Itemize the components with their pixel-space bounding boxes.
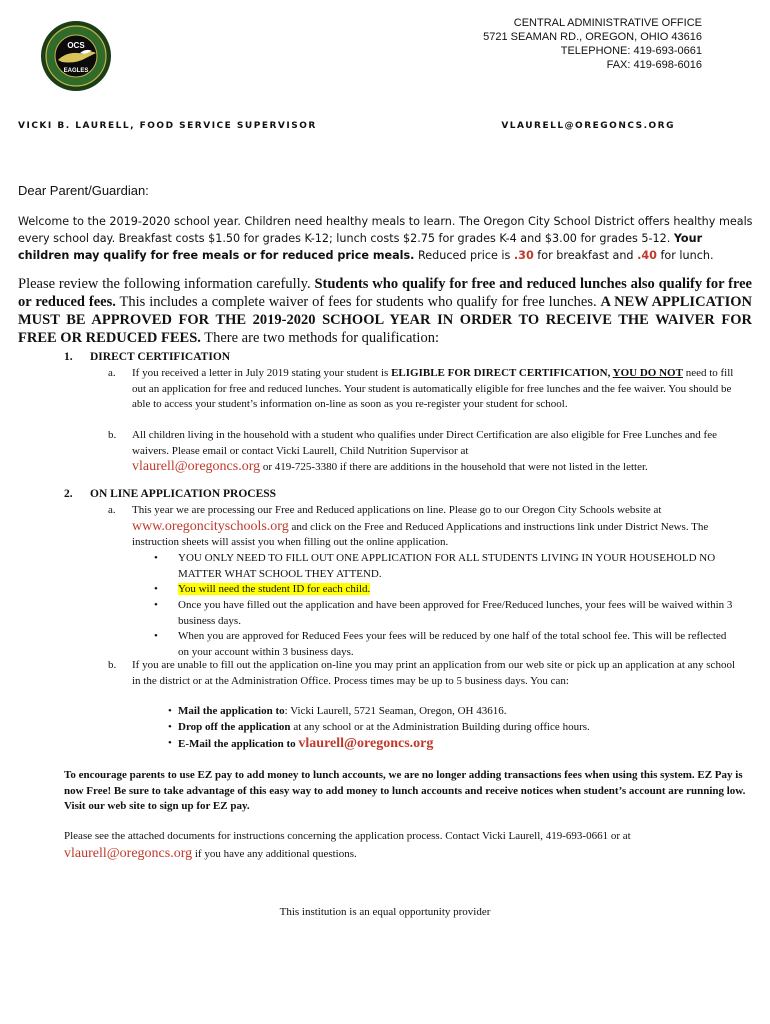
bullet-text: Once you have filled out the application and have been approved for Free/Reduced lunches, your fees will be waived within 3 business days. [178, 599, 733, 627]
method-bold: E-Mail the application to [178, 738, 299, 750]
section-2-item-b [108, 658, 744, 689]
section-2-number: 2. [64, 488, 73, 500]
bullet-icon: • [168, 721, 172, 733]
office-address [483, 16, 702, 72]
item-letter: a. [108, 504, 116, 516]
bullet-icon: • [168, 737, 172, 749]
salutation: Dear Parent/Guardian: [18, 183, 149, 198]
office-line-1: CENTRAL ADMINISTRATIVE OFFICE [513, 17, 702, 29]
office-line-3: TELEPHONE: 419-693-0661 [560, 45, 702, 57]
item-b-email-link[interactable]: vlaurell@oregoncs.org [132, 459, 261, 474]
section-1-item-b [108, 428, 742, 476]
bullet-icon: • [154, 552, 158, 564]
welcome-text-4: for lunch. [656, 249, 714, 262]
item-a-text-1: If you received a letter in July 2019 stating your student is [132, 367, 392, 379]
section-1-item-a [108, 366, 742, 413]
section-1-heading [0, 351, 400, 367]
list-item [168, 720, 738, 736]
bullet-text: YOU ONLY NEED TO FILL OUT ONE APPLICATION FOR ALL STUDENTS LIVING IN YOUR HOUSEHOLD NO MATTER WHAT SCHOOL THEY ATTEND. [178, 552, 716, 580]
item-letter: b. [108, 429, 117, 441]
lunch-price: .40 [637, 249, 657, 262]
bullet-icon: • [154, 583, 158, 595]
method-text: : Vicki Laurell, 5721 Seaman, Oregon, OH 43616. [284, 705, 507, 717]
highlighted-bullet-text: You will need the student ID for each child. [178, 583, 371, 595]
list-item [168, 736, 738, 753]
item-2a-text-1: This year we are processing our Free and Reduced applications on line. Please go to our Oregon City Schools website at [132, 504, 662, 516]
section-2-item-a [108, 503, 742, 551]
website-link[interactable]: www.oregoncityschools.org [132, 518, 289, 534]
section-1-number: 1. [64, 351, 73, 363]
list-item [154, 551, 738, 582]
welcome-text-2: Reduced price is [414, 249, 514, 262]
office-line-2: 5721 SEAMAN RD., OREGON, OHIO 43616 [483, 31, 702, 43]
section-2-title: ON LINE APPLICATION PROCESS [90, 488, 277, 500]
welcome-text-3: for breakfast and [533, 249, 638, 262]
method-bold: Mail the application to [178, 705, 285, 717]
logo-bottom-text: EAGLES [63, 68, 89, 74]
intro-text-1: Please review the following information carefully. [18, 276, 315, 292]
section-1-title: DIRECT CERTIFICATION [90, 351, 231, 363]
list-item [154, 629, 738, 660]
office-line-4: FAX: 419-698-6016 [606, 59, 702, 71]
list-item [154, 598, 738, 629]
intro-bold-1: Students who qualify for free and reduced lunches also qualify for free or reduced fees. [18, 276, 752, 310]
intro-text-2: This includes a complete waiver of fees for students who qualify for free lunches. [115, 294, 601, 310]
closing-text-1: Please see the attached documents for instructions concerning the application process. Contact Vicki Laurell, 419-693-0661 or at [64, 830, 631, 842]
method-text: at any school or at the Administration Building during office hours. [290, 721, 590, 733]
list-item [168, 704, 738, 720]
item-a-text-2: need to fill out an application for free and reduced lunches. Your student is automatically eligible for free lunches and the fee waiver. You should be able to access your student’s information on-line as soon as you re-register your student for school. [132, 367, 734, 410]
ez-pay-notice: To encourage parents to use EZ pay to add money to lunch accounts, we are no longer adding transactions fees when using this system. EZ Pay is now Free! Be sure to take advantage of this easy way to add money to lunch accounts and receive notices when student’s account are running low. Visit our web site to sign up for EZ pay. [64, 769, 746, 812]
bullet-icon: • [154, 599, 158, 611]
item-b-text-1: All children living in the household with a student who qualifies under Direct Certification are also eligible for Free Lunches and fee waivers. Please email or contact Vicki Laurell, Child Nutrition Supervisor at [132, 429, 717, 457]
section-2-heading [0, 488, 400, 504]
supervisor-name: VICKI B. LAURELL, FOOD SERVICE SUPERVISOR [18, 121, 317, 131]
welcome-paragraph [18, 213, 753, 264]
item-2b-text: If you are unable to fill out the application on-line you may print an application from our web site or pick up an application at any school in the district or at the Administration Office. Process times may be up to 5 business days. You can: [132, 659, 735, 687]
closing-email-link[interactable]: vlaurell@oregoncs.org [64, 846, 193, 861]
closing-text-2: if you have any additional questions. [192, 848, 357, 860]
list-item [154, 582, 738, 598]
item-b-text-2: or 419-725-3380 if there are additions in the household that were not listed in the letter. [260, 461, 648, 473]
welcome-text-1: Welcome to the 2019-2020 school year. Children need healthy meals to learn. The Oregon City School District offers healthy meals every school day. Breakfast costs $1.50 for grades K-12; lunch costs $2.75 for grades K-4 and $3.00 for grades 5-12. [18, 215, 753, 245]
item-a-bold-underline: YOU DO NOT [612, 367, 683, 379]
item-a-bold: ELIGIBLE FOR DIRECT CERTIFICATION, [391, 367, 613, 379]
welcome-bold: Your children may qualify for free meals or for reduced price meals. [18, 232, 703, 262]
breakfast-price: .30 [513, 249, 534, 262]
method-bold: Drop off the application [178, 721, 291, 733]
email-application-link[interactable]: vlaurell@oregoncs.org [298, 736, 434, 751]
bullet-text: When you are approved for Reduced Fees your fees will be reduced by one half of the total school fee. This will be reflected on your account within 3 business days. [178, 630, 727, 658]
item-2a-text-2: and click on the Free and Reduced Applications and instructions link under District News. The instruction sheets will assist you when filling out the online application. [132, 520, 709, 548]
logo-top-text: OCS [67, 41, 85, 50]
intro-bold-2: A NEW APPLICATION MUST BE APPROVED FOR THE 2019-2020 SCHOOL YEAR IN ORDER TO RECEIVE THE WAIVER FOR FREE OR REDUCED FEES. [18, 294, 752, 346]
equal-opportunity-footer: This institution is an equal opportunity provider [279, 906, 491, 918]
intro-paragraph [18, 275, 752, 347]
item-letter: b. [108, 659, 117, 671]
bullet-icon: • [168, 705, 172, 717]
supervisor-email[interactable]: VLAURELL@OREGONCS.ORG [501, 121, 675, 131]
bullet-icon: • [154, 630, 158, 642]
item-letter: a. [108, 367, 116, 379]
closing-paragraph [64, 827, 754, 863]
intro-text-3: There are two methods for qualification: [200, 330, 439, 346]
school-logo [40, 20, 112, 92]
